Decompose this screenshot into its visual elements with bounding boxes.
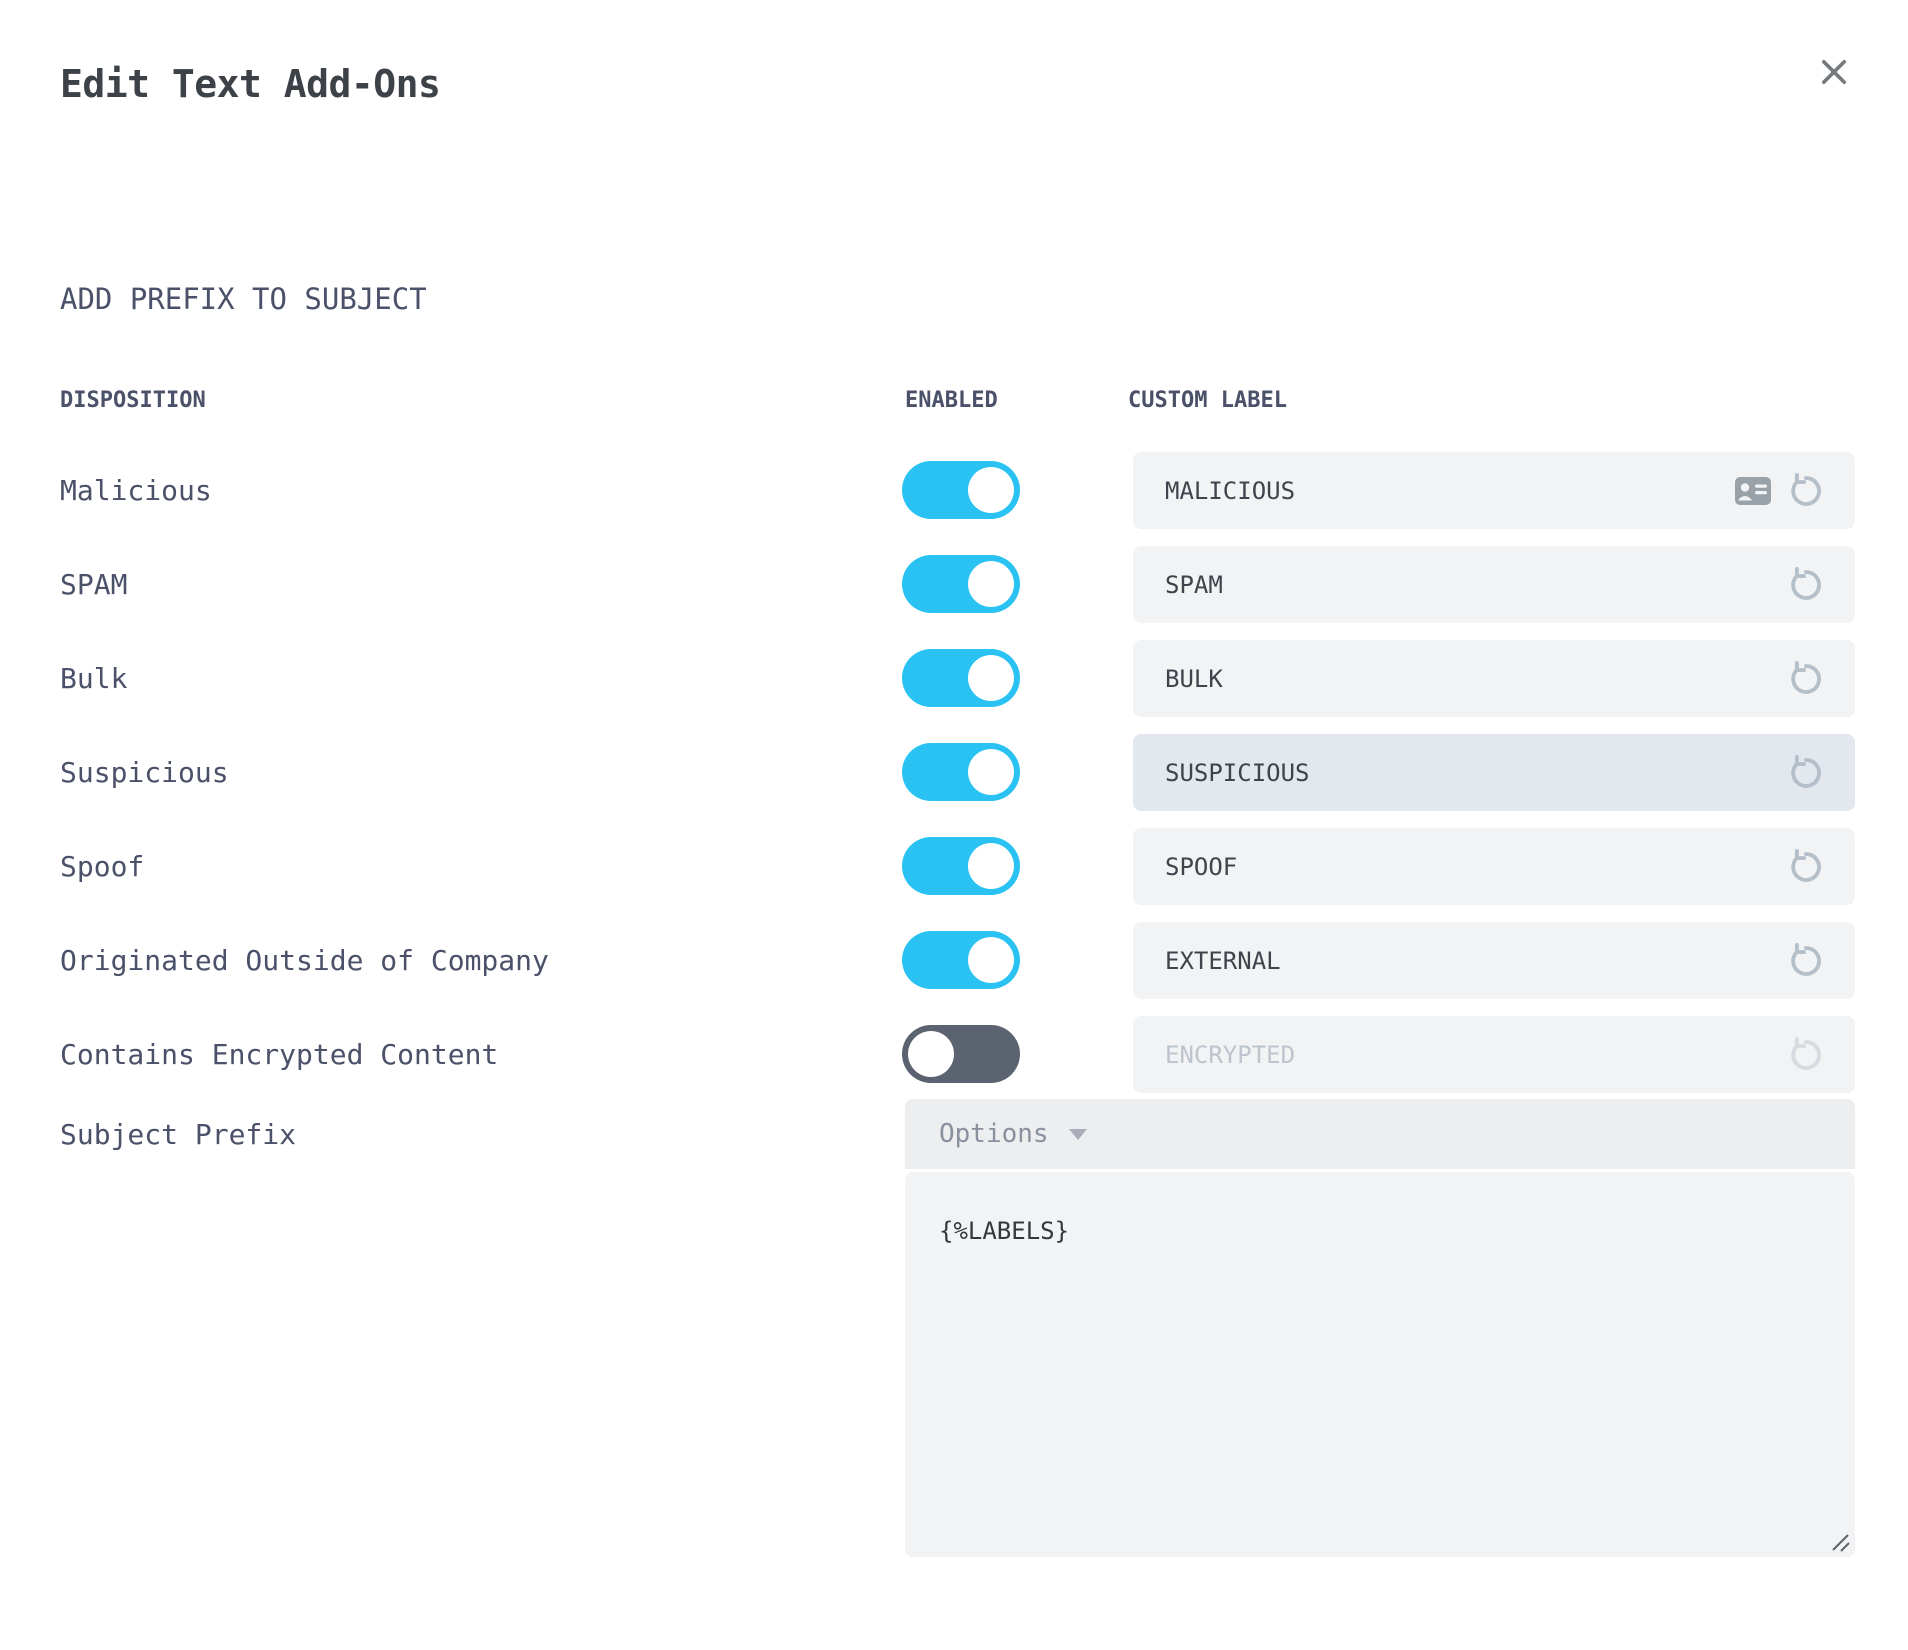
disposition-label: Suspicious xyxy=(60,756,229,789)
custom-label-value: SUSPICIOUS xyxy=(1165,758,1310,787)
custom-label-field[interactable] xyxy=(1133,1016,1855,1093)
custom-label-field[interactable] xyxy=(1133,734,1855,811)
close-icon xyxy=(1816,54,1852,90)
custom-label-value: BULK xyxy=(1165,664,1223,693)
disposition-label: Originated Outside of Company xyxy=(60,944,549,977)
disposition-label: Malicious xyxy=(60,474,212,507)
reset-icon xyxy=(1785,658,1827,700)
enabled-toggle[interactable] xyxy=(902,461,1020,519)
reset-icon xyxy=(1785,752,1827,794)
enabled-toggle[interactable] xyxy=(902,931,1020,989)
table-row xyxy=(0,734,1908,811)
subject-prefix-textarea[interactable] xyxy=(905,1172,1855,1557)
table-row xyxy=(0,452,1908,529)
reset-label-button[interactable] xyxy=(1785,752,1827,794)
column-header-disposition: DISPOSITION xyxy=(60,388,206,413)
reset-icon xyxy=(1785,1034,1827,1076)
table-row xyxy=(0,1016,1908,1093)
disposition-label: Spoof xyxy=(60,850,145,883)
page-title: Edit Text Add-Ons xyxy=(60,62,441,106)
custom-label-value: SPOOF xyxy=(1165,852,1238,881)
close-button[interactable] xyxy=(1808,46,1860,98)
contact-card-icon xyxy=(1735,477,1771,505)
reset-icon xyxy=(1785,564,1827,606)
custom-label-value: MALICIOUS xyxy=(1165,476,1296,505)
enabled-toggle[interactable] xyxy=(902,743,1020,801)
enabled-toggle[interactable] xyxy=(902,837,1020,895)
custom-label-field[interactable] xyxy=(1133,546,1855,623)
enabled-toggle[interactable] xyxy=(902,555,1020,613)
section-header: ADD PREFIX TO SUBJECT xyxy=(60,282,427,316)
options-dropdown[interactable] xyxy=(905,1099,1855,1169)
reset-label-button[interactable] xyxy=(1785,658,1827,700)
reset-label-button[interactable] xyxy=(1785,564,1827,606)
disposition-label: Contains Encrypted Content xyxy=(60,1038,499,1071)
custom-label-value: SPAM xyxy=(1165,570,1223,599)
chevron-down-icon xyxy=(1069,1129,1087,1140)
custom-label-field[interactable] xyxy=(1133,452,1855,529)
reset-icon xyxy=(1785,846,1827,888)
custom-label-field[interactable] xyxy=(1133,828,1855,905)
enabled-toggle[interactable] xyxy=(902,1025,1020,1083)
reset-label-button[interactable] xyxy=(1785,1034,1827,1076)
contact-card-button[interactable] xyxy=(1735,477,1771,505)
column-header-enabled: ENABLED xyxy=(905,388,998,413)
resize-handle-icon[interactable] xyxy=(1828,1530,1852,1554)
table-row xyxy=(0,640,1908,717)
enabled-toggle[interactable] xyxy=(902,649,1020,707)
custom-label-value: EXTERNAL xyxy=(1165,946,1281,975)
subject-prefix-label: Subject Prefix xyxy=(60,1117,297,1151)
disposition-label: SPAM xyxy=(60,568,128,601)
reset-icon xyxy=(1785,470,1827,512)
reset-icon xyxy=(1785,940,1827,982)
reset-label-button[interactable] xyxy=(1785,940,1827,982)
disposition-label: Bulk xyxy=(60,662,128,695)
custom-label-field[interactable] xyxy=(1133,922,1855,999)
options-dropdown-label: Options xyxy=(939,1119,1049,1149)
table-row xyxy=(0,828,1908,905)
column-header-custom-label: CUSTOM LABEL xyxy=(1128,388,1287,413)
custom-label-value: ENCRYPTED xyxy=(1165,1040,1296,1069)
reset-label-button[interactable] xyxy=(1785,846,1827,888)
table-row xyxy=(0,922,1908,999)
reset-label-button[interactable] xyxy=(1785,470,1827,512)
custom-label-field[interactable] xyxy=(1133,640,1855,717)
table-row xyxy=(0,546,1908,623)
